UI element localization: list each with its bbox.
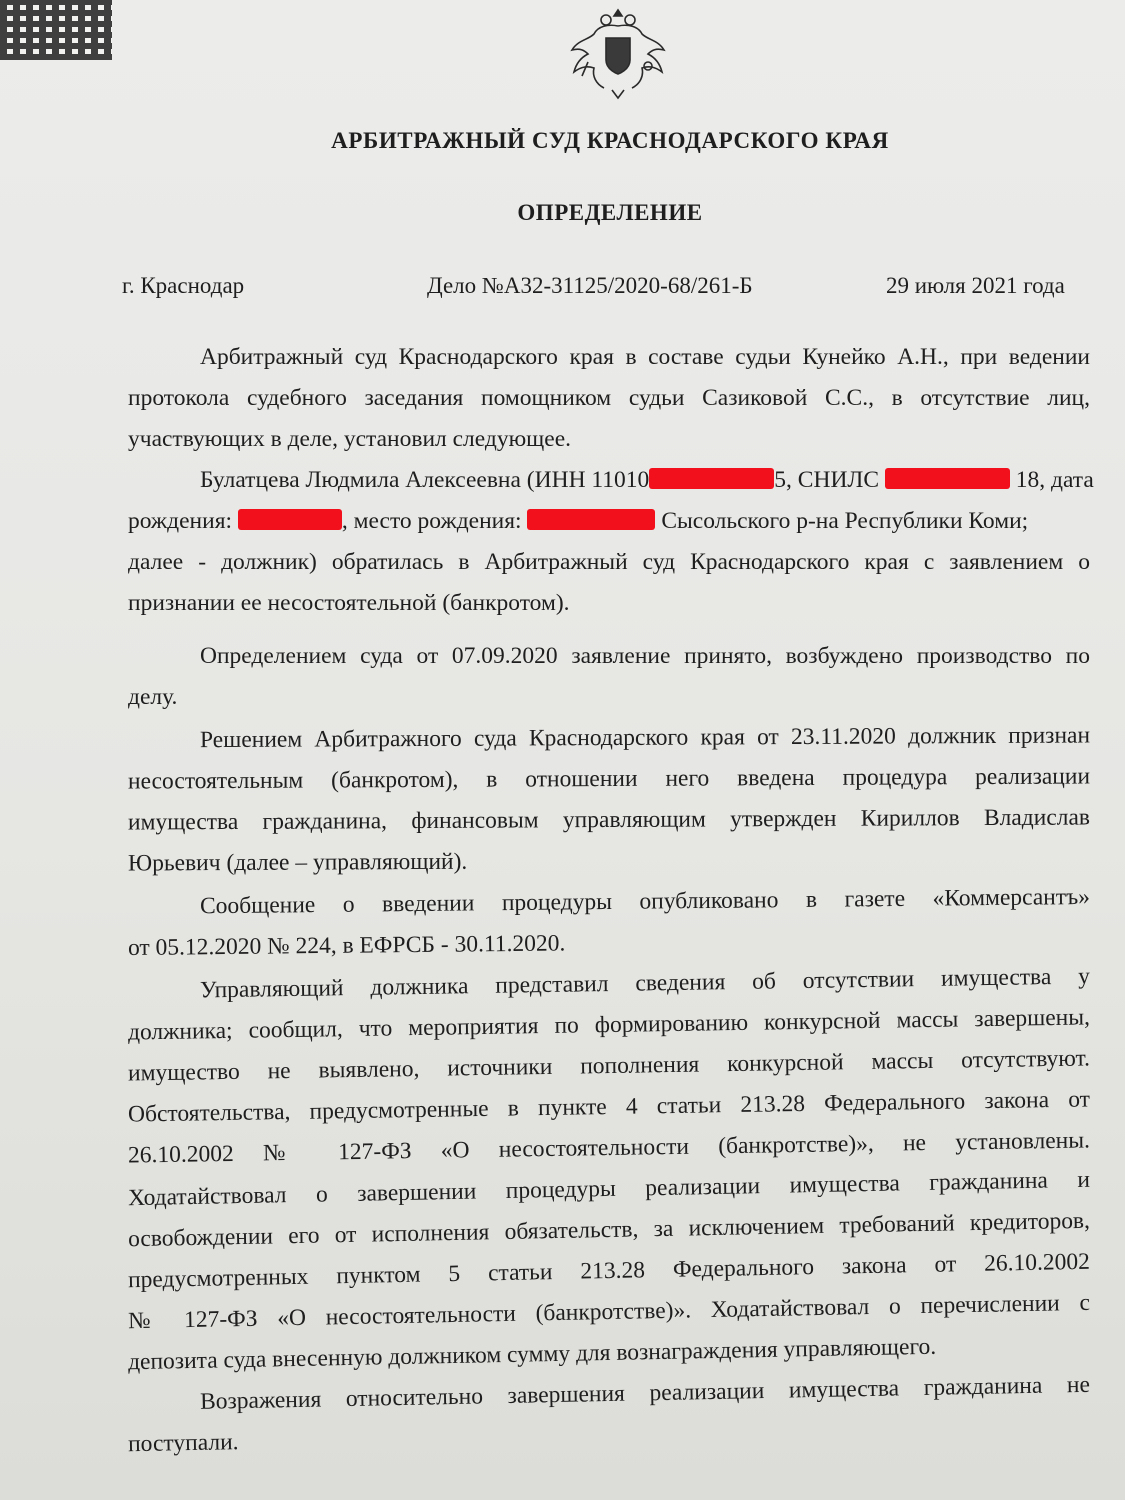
paragraph-line: Ходатайствовал о завершении процедуры реализации имущества гражданина и	[127, 1166, 1091, 1212]
paragraph-line: освобождении его от исполнения обязательств, за исключением требований кредиторов,	[127, 1207, 1091, 1253]
paragraph-line: далее - должник) обратилась в Арбитражный суд Краснодарского края с заявлением о	[128, 549, 1090, 575]
redaction-mark	[238, 509, 342, 530]
paragraph-line	[128, 501, 1090, 542]
paragraph-line: Возражения относительно завершения реализации имущества гражданина не	[199, 1371, 1091, 1415]
paragraph-line: Юрьевич (далее – управляющий).	[127, 848, 468, 877]
city: г. Краснодар	[122, 273, 245, 298]
paragraph-line: депозита суда внесенную должником сумму для вознаграждения управляющего.	[127, 1333, 937, 1376]
paragraph-line: признании ее несостоятельной (банкротом).	[128, 590, 570, 616]
redaction-mark	[885, 468, 1010, 489]
document-date: 29 июля 2021 года	[886, 273, 1065, 298]
paragraph-line: протокола судебного заседания помощником судьи Сазиковой С.С., в отсутствие лиц,	[128, 385, 1090, 411]
paragraph-line: Определением суда от 07.09.2020 заявление принято, возбуждено производство по	[200, 643, 1090, 669]
text-fragment: 5, СНИЛС	[774, 467, 880, 493]
paragraph-line: Управляющий должника представил сведения об отсутствии имущества у	[199, 963, 1091, 1004]
text-fragment: Булатцева Людмила Алексеевна (ИНН 11010	[200, 467, 650, 493]
redaction-mark	[527, 509, 655, 530]
coat-of-arms-icon	[568, 4, 668, 100]
paragraph-line: № 127-ФЗ «О несостоятельности (банкротстве)». Ходатайствовал о перечислении с	[127, 1289, 1091, 1335]
text-fragment: рождения:	[128, 508, 233, 534]
paragraph-line: Решением Арбитражного суда Краснодарского края от 23.11.2020 должник признан	[199, 722, 1091, 754]
qr-code-icon	[0, 0, 112, 60]
paragraph-line: делу.	[128, 684, 178, 710]
paragraph-line: имущества гражданина, финансовым управляющим утвержден Кириллов Владислав	[127, 804, 1091, 836]
paragraph-line: Сообщение о введении процедуры опубликовано в газете «Коммерсантъ»	[199, 883, 1091, 920]
redaction-mark	[649, 468, 774, 489]
paragraph-line: предусмотренных пунктом 5 статьи 213.28 Федерального закона от 26.10.2002	[127, 1248, 1091, 1294]
paragraph-line: Обстоятельства, предусмотренные в пункте 4 статьи 213.28 Федерального закона от	[127, 1086, 1091, 1128]
paragraph-line: 26.10.2002 № 127-ФЗ «О несостоятельности (банкротстве)», не установлены.	[127, 1127, 1091, 1169]
paragraph-line: имущество не выявлено, источники пополнения конкурсной массы отсутствуют.	[127, 1045, 1091, 1087]
text-fragment: , место рождения:	[341, 508, 522, 534]
case-number: Дело №А32-31125/2020-68/261-Б	[427, 273, 753, 298]
paragraph-line: должника; сообщил, что мероприятия по формированию конкурсной массы завершены,	[127, 1004, 1091, 1046]
court-name: АРБИТРАЖНЫЙ СУД КРАСНОДАРСКОГО КРАЯ	[331, 128, 889, 153]
paragraph-line	[128, 460, 1094, 501]
paragraph-line: несостоятельным (банкротом), в отношении него введена процедура реализации	[127, 763, 1091, 795]
text-fragment: Сысольского р-на Республики Коми;	[661, 508, 1029, 534]
paragraph-line: Арбитражный суд Краснодарского края в составе судьи Кунейко А.Н., при ведении	[200, 344, 1090, 370]
paragraph-line: от 05.12.2020 № 224, в ЕФРСБ - 30.11.2020.	[127, 930, 566, 962]
paragraph-line: участвующих в деле, установил следующее.	[128, 426, 572, 452]
paragraph-line: поступали.	[127, 1429, 239, 1458]
document-type: ОПРЕДЕЛЕНИЕ	[517, 200, 703, 225]
document-body	[127, 337, 1094, 1458]
text-fragment: 18, дата	[1015, 467, 1094, 493]
